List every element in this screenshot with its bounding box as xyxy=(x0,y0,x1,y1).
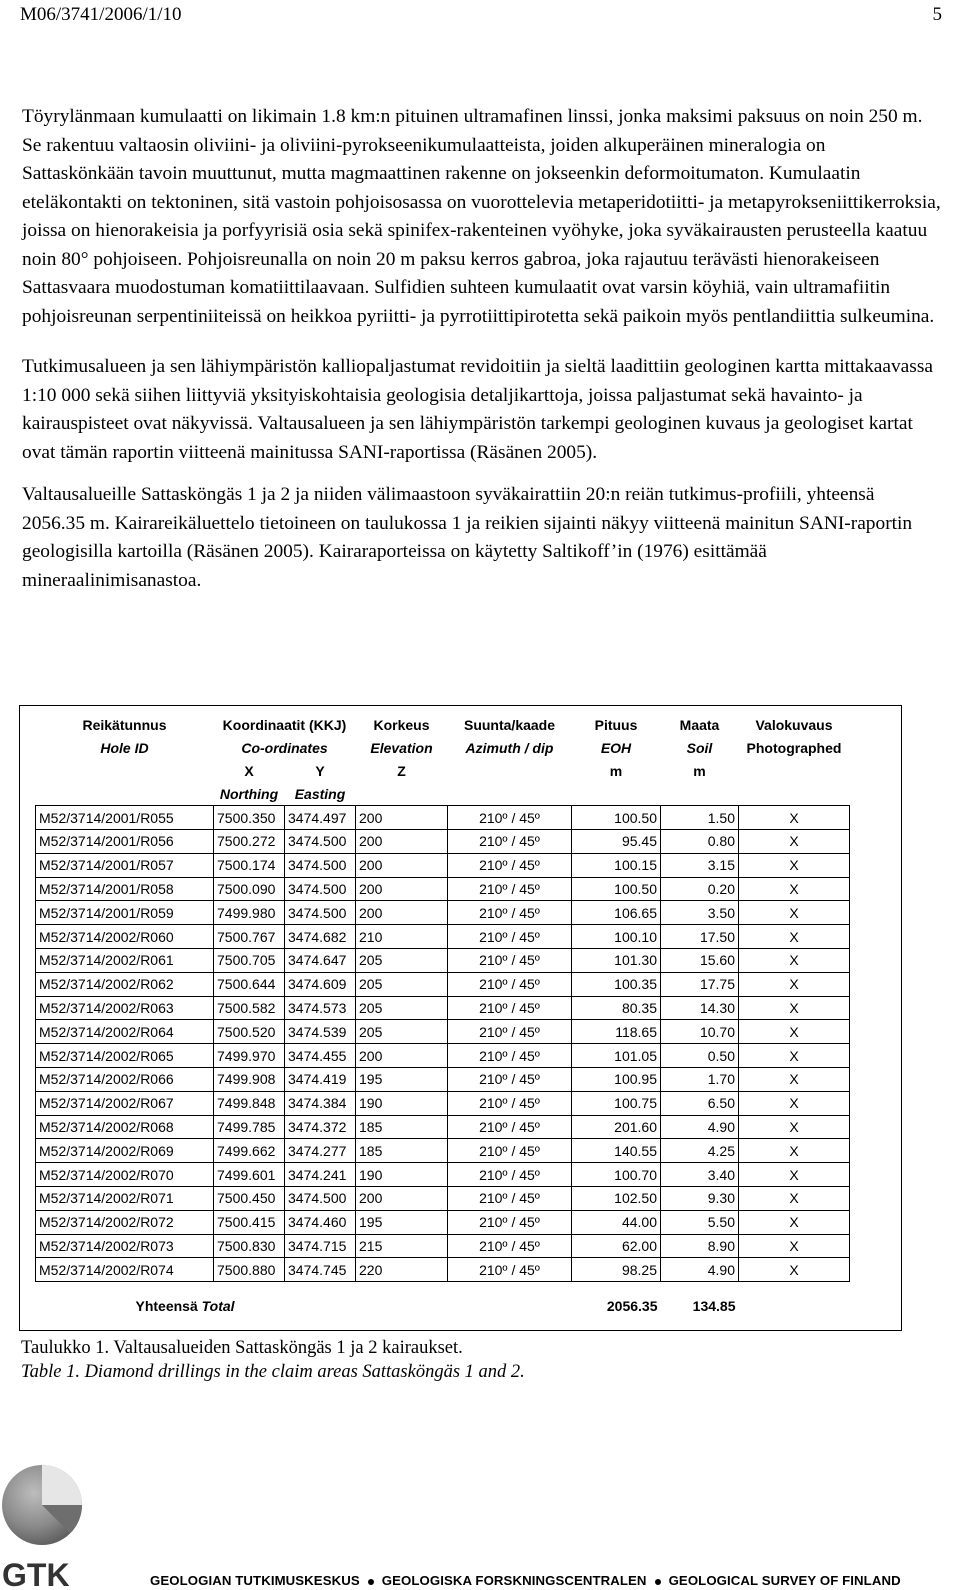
drill-hole-table xyxy=(35,714,850,1317)
cell-soil: 15.60 xyxy=(661,948,739,972)
cell-x: 7500.767 xyxy=(214,925,285,949)
cell-hole-id: M52/3714/2002/R066 xyxy=(36,1067,214,1091)
cell-z: 185 xyxy=(356,1139,448,1163)
cell-x: 7500.415 xyxy=(214,1210,285,1234)
col-header-elevation: Korkeus xyxy=(373,717,430,734)
cell-y: 3474.460 xyxy=(285,1210,356,1234)
cell-hole-id: M52/3714/2002/R067 xyxy=(36,1091,214,1115)
cell-eoh: 118.65 xyxy=(572,1020,661,1044)
cell-azimuth: 210º / 45º xyxy=(448,1115,572,1139)
cell-eoh: 98.25 xyxy=(572,1258,661,1282)
table-row xyxy=(36,1210,850,1234)
caption-fi: Taulukko 1. Valtausalueiden Sattasköngäs 1 ja 2 kairaukset. xyxy=(21,1338,463,1358)
col-header-x: X xyxy=(244,762,254,779)
cell-soil: 17.75 xyxy=(661,972,739,996)
cell-z: 205 xyxy=(356,972,448,996)
col-header-length-unit: m xyxy=(609,762,623,779)
cell-photo: X xyxy=(739,1258,850,1282)
table-row xyxy=(36,1020,850,1044)
cell-x: 7499.601 xyxy=(214,1163,285,1187)
cell-y: 3474.384 xyxy=(285,1091,356,1115)
cell-soil: 0.80 xyxy=(661,829,739,853)
cell-photo: X xyxy=(739,1210,850,1234)
table-row xyxy=(36,877,850,901)
cell-soil: 3.15 xyxy=(661,853,739,877)
cell-z: 200 xyxy=(356,901,448,925)
total-eoh: 2056.35 xyxy=(606,1297,658,1314)
cell-y: 3474.573 xyxy=(285,996,356,1020)
cell-soil: 1.50 xyxy=(661,806,739,830)
cell-eoh: 106.65 xyxy=(572,901,661,925)
cell-photo: X xyxy=(739,1044,850,1068)
table-row xyxy=(36,972,850,996)
cell-photo: X xyxy=(739,972,850,996)
cell-x: 7499.785 xyxy=(214,1115,285,1139)
col-header-elevation-en: Elevation xyxy=(370,740,433,757)
org-en: GEOLOGICAL SURVEY OF FINLAND xyxy=(668,1573,901,1588)
cell-hole-id: M52/3714/2002/R060 xyxy=(36,925,214,949)
cell-hole-id: M52/3714/2002/R070 xyxy=(36,1163,214,1187)
cell-eoh: 102.50 xyxy=(572,1186,661,1210)
col-header-soil-en: Soil xyxy=(686,740,713,757)
cell-x: 7500.350 xyxy=(214,806,285,830)
cell-photo: X xyxy=(739,948,850,972)
col-header-photo-en: Photographed xyxy=(746,740,842,757)
cell-z: 200 xyxy=(356,877,448,901)
cell-y: 3474.500 xyxy=(285,1186,356,1210)
cell-z: 215 xyxy=(356,1234,448,1258)
cell-hole-id: M52/3714/2001/R058 xyxy=(36,877,214,901)
cell-z: 200 xyxy=(356,1186,448,1210)
cell-soil: 8.90 xyxy=(661,1234,739,1258)
cell-photo: X xyxy=(739,925,850,949)
cell-z: 205 xyxy=(356,1020,448,1044)
cell-eoh: 100.50 xyxy=(572,806,661,830)
org-sv: GEOLOGISKA FORSKNINGSCENTRALEN xyxy=(381,1573,647,1588)
cell-y: 3474.647 xyxy=(285,948,356,972)
cell-eoh: 100.95 xyxy=(572,1067,661,1091)
cell-hole-id: M52/3714/2002/R073 xyxy=(36,1234,214,1258)
cell-y: 3474.500 xyxy=(285,901,356,925)
cell-soil: 0.20 xyxy=(661,877,739,901)
cell-eoh: 100.50 xyxy=(572,877,661,901)
cell-eoh: 201.60 xyxy=(572,1115,661,1139)
cell-azimuth: 210º / 45º xyxy=(448,1091,572,1115)
cell-eoh: 101.30 xyxy=(572,948,661,972)
cell-hole-id: M52/3714/2002/R069 xyxy=(36,1139,214,1163)
cell-z: 200 xyxy=(356,829,448,853)
cell-z: 185 xyxy=(356,1115,448,1139)
table-row xyxy=(36,1044,850,1068)
cell-eoh: 100.70 xyxy=(572,1163,661,1187)
cell-y: 3474.372 xyxy=(285,1115,356,1139)
cell-z: 210 xyxy=(356,925,448,949)
col-header-z: Z xyxy=(397,762,406,779)
cell-y: 3474.609 xyxy=(285,972,356,996)
cell-y: 3474.497 xyxy=(285,806,356,830)
cell-x: 7499.662 xyxy=(214,1139,285,1163)
table-row xyxy=(36,829,850,853)
paragraph: Tutkimusalueen ja sen lähiympäristön kalliopaljastumat revidoitiin ja sieltä laadittiin geologinen kartta mittakaavassa 1:10 000 sekä siihen liittyviä yksityiskohtaisia geologisia detaljikarttoja, joissa paljastumat sekä havainto- ja kairauspisteet ovat näkyvissä. Valtausalueen ja sen lähiympäristön tarkempi geologinen kuvaus ja geologiset kartat ovat tämän raportin viitteenä mainitussa SANI-raportissa (Räsänen 2005). xyxy=(22,356,933,463)
cell-x: 7499.980 xyxy=(214,901,285,925)
cell-hole-id: M52/3714/2002/R074 xyxy=(36,1258,214,1282)
col-header-northing: Northing xyxy=(219,785,279,802)
cell-soil: 0.50 xyxy=(661,1044,739,1068)
gtk-logo xyxy=(0,1440,110,1590)
cell-x: 7499.908 xyxy=(214,1067,285,1091)
cell-hole-id: M52/3714/2002/R068 xyxy=(36,1115,214,1139)
cell-azimuth: 210º / 45º xyxy=(448,1210,572,1234)
cell-azimuth: 210º / 45º xyxy=(448,1044,572,1068)
cell-photo: X xyxy=(739,806,850,830)
cell-x: 7500.644 xyxy=(214,972,285,996)
cell-azimuth: 210º / 45º xyxy=(448,1186,572,1210)
cell-azimuth: 210º / 45º xyxy=(448,1163,572,1187)
cell-eoh: 80.35 xyxy=(572,996,661,1020)
cell-eoh: 62.00 xyxy=(572,1234,661,1258)
cell-photo: X xyxy=(739,1091,850,1115)
cell-z: 220 xyxy=(356,1258,448,1282)
cell-eoh: 140.55 xyxy=(572,1139,661,1163)
cell-y: 3474.500 xyxy=(285,829,356,853)
table-row xyxy=(36,1186,850,1210)
cell-eoh: 101.05 xyxy=(572,1044,661,1068)
table-caption xyxy=(21,1336,525,1384)
cell-x: 7500.880 xyxy=(214,1258,285,1282)
cell-x: 7500.450 xyxy=(214,1186,285,1210)
table-row xyxy=(36,1067,850,1091)
logo-text: GTK xyxy=(2,1557,70,1590)
cell-soil: 10.70 xyxy=(661,1020,739,1044)
table-row xyxy=(36,1139,850,1163)
cell-photo: X xyxy=(739,1163,850,1187)
cell-y: 3474.715 xyxy=(285,1234,356,1258)
paragraph: Valtausalueille Sattasköngäs 1 ja 2 ja niiden välimaastoon syväkairattiin 20:n reiän tutkimus-profiili, yhteensä 2056.35 m. Kairareikäluettelo tietoineen on taulukossa 1 ja reikien sijainti näkyy viitteenä mainitun SANI-raportin geologisilla kartoilla (Räsänen 2005). Kairaraporteissa on käytetty Saltikoff’in (1976) esittämää mineraalinimisanastoa. xyxy=(22,484,913,591)
cell-y: 3474.500 xyxy=(285,877,356,901)
document-id: M06/3741/2006/1/10 xyxy=(20,4,182,25)
cell-y: 3474.455 xyxy=(285,1044,356,1068)
cell-soil: 4.90 xyxy=(661,1258,739,1282)
cell-x: 7500.520 xyxy=(214,1020,285,1044)
cell-x: 7500.830 xyxy=(214,1234,285,1258)
cell-x: 7500.174 xyxy=(214,853,285,877)
cell-azimuth: 210º / 45º xyxy=(448,925,572,949)
cell-hole-id: M52/3714/2002/R062 xyxy=(36,972,214,996)
cell-hole-id: M52/3714/2001/R059 xyxy=(36,901,214,925)
caption-en: Table 1. Diamond drillings in the claim areas Sattasköngäs 1 and 2. xyxy=(21,1362,525,1382)
table-row xyxy=(36,901,850,925)
page-number: 5 xyxy=(932,4,942,25)
cell-azimuth: 210º / 45º xyxy=(448,948,572,972)
body-text xyxy=(22,103,942,595)
paragraph: Töyrylänmaan kumulaatti on likimain 1.8 km:n pituinen ultramafinen linssi, jonka maksimi paksuus on noin 250 m. Se rakentuu valtaosin oliviini- ja oliviini-pyrokseenikumulaatteista, joiden alkuperäinen mineralogia on Sattaskönkään tavoin muuttunut, mutta magmaattinen rakenne on jokseenkin deformoitumaton. Kumulaatin eteläkontakti on tektoninen, sitä vastoin pohjoisosassa on vuorottelevia metaperidotiitti- ja metapyrokseniittikerroksia, joissa on hienorakeisia ja porfyyrisiä osia sekä spinifex-rakenteinen vyöhyke, joka syväkairausten perusteella kaatuu noin 80° pohjoiseen. Pohjoisreunalla on noin 20 m paksu kerros gabroa, joka rajautuu terävästi hienorakeiseen Sattasvaara muodostuman komatiittilaavaan. Sulfidien suhteen kumulaatit ovat varsin köyhiä, vain ultramafiitin pohjoisreunan serpentiniiteissä on heikkoa pyriitti- ja pyrrotiittipirotetta sekä paikoin myös pentlandiittia sulkeumina. xyxy=(22,106,941,327)
cell-eoh: 44.00 xyxy=(572,1210,661,1234)
cell-azimuth: 210º / 45º xyxy=(448,806,572,830)
table-row xyxy=(36,806,850,830)
cell-photo: X xyxy=(739,1115,850,1139)
table-row xyxy=(36,1091,850,1115)
cell-hole-id: M52/3714/2002/R061 xyxy=(36,948,214,972)
cell-y: 3474.745 xyxy=(285,1258,356,1282)
table-row xyxy=(36,996,850,1020)
col-header-azimuth-en: Azimuth / dip xyxy=(465,740,554,757)
table-row xyxy=(36,925,850,949)
cell-z: 200 xyxy=(356,806,448,830)
separator-dot xyxy=(655,1579,661,1585)
table-row xyxy=(36,1234,850,1258)
cell-photo: X xyxy=(739,1186,850,1210)
cell-photo: X xyxy=(739,1139,850,1163)
cell-azimuth: 210º / 45º xyxy=(448,1067,572,1091)
cell-hole-id: M52/3714/2002/R065 xyxy=(36,1044,214,1068)
table-row xyxy=(36,853,850,877)
cell-azimuth: 210º / 45º xyxy=(448,1139,572,1163)
cell-hole-id: M52/3714/2001/R055 xyxy=(36,806,214,830)
cell-eoh: 100.35 xyxy=(572,972,661,996)
cell-soil: 4.90 xyxy=(661,1115,739,1139)
cell-photo: X xyxy=(739,1234,850,1258)
total-soil: 134.85 xyxy=(692,1297,736,1314)
cell-z: 195 xyxy=(356,1067,448,1091)
cell-x: 7500.090 xyxy=(214,877,285,901)
total-label-en: Total xyxy=(201,1297,235,1314)
cell-soil: 9.30 xyxy=(661,1186,739,1210)
cell-azimuth: 210º / 45º xyxy=(448,972,572,996)
col-header-soil: Maata xyxy=(679,717,720,734)
cell-photo: X xyxy=(739,996,850,1020)
cell-eoh: 95.45 xyxy=(572,829,661,853)
cell-azimuth: 210º / 45º xyxy=(448,829,572,853)
cell-z: 190 xyxy=(356,1163,448,1187)
col-header-coordinates: Koordinaatit (KKJ) xyxy=(222,717,347,734)
cell-azimuth: 210º / 45º xyxy=(448,901,572,925)
cell-soil: 14.30 xyxy=(661,996,739,1020)
cell-photo: X xyxy=(739,829,850,853)
table-row xyxy=(36,1163,850,1187)
cell-soil: 4.25 xyxy=(661,1139,739,1163)
cell-azimuth: 210º / 45º xyxy=(448,1234,572,1258)
col-header-hole-id: Reikätunnus xyxy=(82,717,167,734)
cell-azimuth: 210º / 45º xyxy=(448,1258,572,1282)
cell-eoh: 100.75 xyxy=(572,1091,661,1115)
cell-azimuth: 210º / 45º xyxy=(448,853,572,877)
cell-x: 7499.970 xyxy=(214,1044,285,1068)
cell-z: 200 xyxy=(356,1044,448,1068)
cell-soil: 3.50 xyxy=(661,901,739,925)
cell-hole-id: M52/3714/2002/R071 xyxy=(36,1186,214,1210)
table-row xyxy=(36,948,850,972)
cell-x: 7500.272 xyxy=(214,829,285,853)
col-header-soil-unit: m xyxy=(693,762,706,779)
footer-organisations xyxy=(150,1573,901,1588)
cell-y: 3474.277 xyxy=(285,1139,356,1163)
total-row xyxy=(36,1282,850,1317)
cell-photo: X xyxy=(739,1020,850,1044)
cell-x: 7499.848 xyxy=(214,1091,285,1115)
cell-y: 3474.682 xyxy=(285,925,356,949)
cell-hole-id: M52/3714/2002/R063 xyxy=(36,996,214,1020)
cell-eoh: 100.15 xyxy=(572,853,661,877)
col-header-length: Pituus xyxy=(594,717,638,734)
cell-y: 3474.241 xyxy=(285,1163,356,1187)
col-header-easting: Easting xyxy=(294,785,346,802)
cell-hole-id: M52/3714/2001/R056 xyxy=(36,829,214,853)
cell-hole-id: M52/3714/2002/R064 xyxy=(36,1020,214,1044)
col-header-coordinates-en: Co-ordinates xyxy=(241,740,328,757)
cell-photo: X xyxy=(739,901,850,925)
org-fi: GEOLOGIAN TUTKIMUSKESKUS xyxy=(150,1573,360,1588)
total-label-fi: Yhteensä xyxy=(135,1297,198,1314)
cell-eoh: 100.10 xyxy=(572,925,661,949)
cell-photo: X xyxy=(739,853,850,877)
cell-x: 7500.582 xyxy=(214,996,285,1020)
col-header-hole-id-en: Hole ID xyxy=(100,740,149,757)
cell-z: 205 xyxy=(356,948,448,972)
cell-soil: 1.70 xyxy=(661,1067,739,1091)
cell-z: 195 xyxy=(356,1210,448,1234)
cell-soil: 6.50 xyxy=(661,1091,739,1115)
cell-x: 7500.705 xyxy=(214,948,285,972)
col-header-y: Y xyxy=(315,762,325,779)
col-header-photo: Valokuvaus xyxy=(755,717,833,734)
cell-y: 3474.500 xyxy=(285,853,356,877)
table-row xyxy=(36,1258,850,1282)
cell-z: 190 xyxy=(356,1091,448,1115)
cell-azimuth: 210º / 45º xyxy=(448,877,572,901)
cell-hole-id: M52/3714/2001/R057 xyxy=(36,853,214,877)
cell-soil: 5.50 xyxy=(661,1210,739,1234)
separator-dot xyxy=(368,1579,374,1585)
cell-z: 200 xyxy=(356,853,448,877)
cell-y: 3474.539 xyxy=(285,1020,356,1044)
col-header-azimuth: Suunta/kaade xyxy=(463,717,556,734)
cell-y: 3474.419 xyxy=(285,1067,356,1091)
col-header-length-en: EOH xyxy=(600,740,632,757)
cell-hole-id: M52/3714/2002/R072 xyxy=(36,1210,214,1234)
cell-photo: X xyxy=(739,877,850,901)
cell-z: 205 xyxy=(356,996,448,1020)
cell-soil: 3.40 xyxy=(661,1163,739,1187)
cell-azimuth: 210º / 45º xyxy=(448,1020,572,1044)
table-row xyxy=(36,1115,850,1139)
cell-azimuth: 210º / 45º xyxy=(448,996,572,1020)
cell-soil: 17.50 xyxy=(661,925,739,949)
cell-photo: X xyxy=(739,1067,850,1091)
